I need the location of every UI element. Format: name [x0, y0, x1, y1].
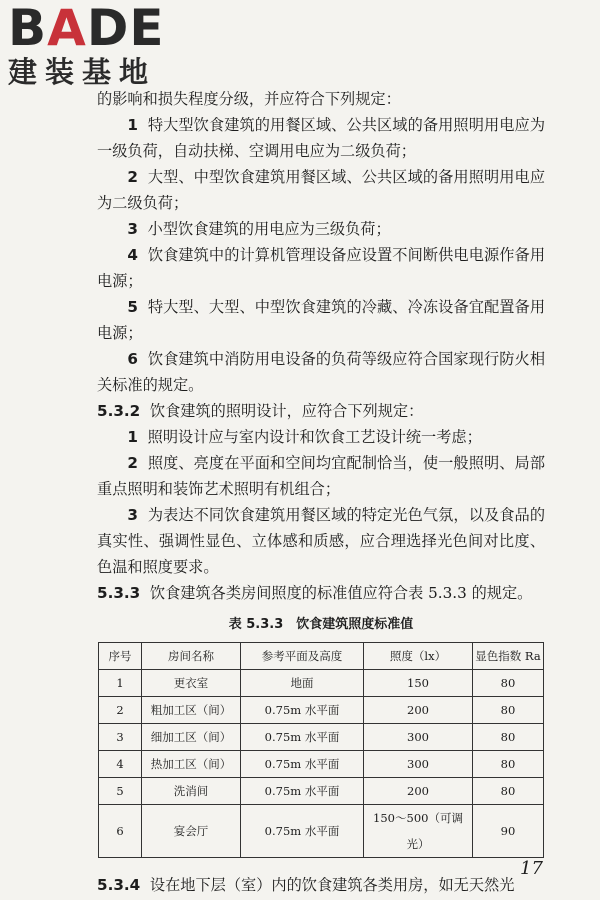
table-cell: 1 — [99, 670, 142, 697]
table-cell: 200 — [364, 778, 473, 805]
table-row — [99, 724, 544, 751]
page-content — [97, 86, 545, 898]
table-title: 表 5.3.3 饮食建筑照度标准值 — [228, 617, 414, 632]
table-cell: 更衣室 — [142, 670, 241, 697]
header-cell: 房间名称 — [142, 643, 241, 670]
list-item: 5 特大型、大型、中型饮食建筑的冷藏、冷冻设备宜配置备用电源； — [97, 298, 546, 342]
list-item: 3 小型饮食建筑的用电应为三级负荷； — [127, 220, 391, 238]
table-cell: 0.75m 水平面 — [241, 697, 364, 724]
table-row — [99, 751, 544, 778]
logo-subtitle: 建装基地 — [8, 55, 157, 89]
header-cell: 照度（lx） — [364, 643, 473, 670]
table-cell: 0.75m 水平面 — [241, 778, 364, 805]
table-cell: 90 — [473, 805, 544, 858]
logo — [8, 2, 165, 88]
list-item: 2 照度、亮度在平面和空间均宜配制恰当，使一般照明、局部重点照明和装饰艺术照明有机组合； — [97, 454, 546, 498]
table-cell: 150～500（可调光） — [364, 805, 473, 858]
header-cell: 显色指数 Ra — [473, 643, 544, 670]
table-row — [99, 805, 544, 858]
table-cell: 粗加工区（间） — [142, 697, 241, 724]
list-item: 3 为表达不同饮食建筑用餐区域的特定光色气氛，以及食品的真实性、强调性显色、立体感和质感，应合理选择光色间对比度、色温和照度要求。 — [97, 506, 546, 576]
table-cell: 80 — [473, 697, 544, 724]
table-cell: 0.75m 水平面 — [241, 805, 364, 858]
header-cell: 参考平面及高度 — [241, 643, 364, 670]
list-item: 2 大型、中型饮食建筑用餐区域、公共区域的备用照明用电应为二级负荷； — [97, 168, 546, 212]
table-cell: 洗消间 — [142, 778, 241, 805]
list-item: 1 照明设计应与室内设计和饮食工艺设计统一考虑； — [127, 428, 482, 446]
table-cell: 4 — [99, 751, 142, 778]
table-row — [99, 778, 544, 805]
table-cell: 5 — [99, 778, 142, 805]
clause-5-3-3: 5.3.3 饮食建筑各类房间照度的标准值应符合表 5.3.3 的规定。 — [97, 584, 533, 602]
table-cell: 0.75m 水平面 — [241, 724, 364, 751]
clause-5-3-4: 5.3.4 设在地下层（室）内的饮食建筑各类用房，如无天然光 — [97, 876, 515, 894]
table-header-row — [99, 643, 544, 670]
table-cell: 80 — [473, 670, 544, 697]
table-cell: 6 — [99, 805, 142, 858]
table-cell: 地面 — [241, 670, 364, 697]
table-cell: 热加工区（间） — [142, 751, 241, 778]
header-cell: 序号 — [99, 643, 142, 670]
table-cell: 80 — [473, 778, 544, 805]
list-item: 4 饮食建筑中的计算机管理设备应设置不间断供电电源作备用电源； — [97, 246, 546, 290]
table-row — [99, 697, 544, 724]
table-cell: 2 — [99, 697, 142, 724]
intro-text: 的影响和损失程度分级，并应符合下列规定： — [97, 90, 401, 108]
table-cell: 80 — [473, 724, 544, 751]
table-cell: 150 — [364, 670, 473, 697]
list-item: 1 特大型饮食建筑的用餐区域、公共区域的备用照明用电应为一级负荷，自动扶梯、空调用电应为二级负荷； — [97, 116, 546, 160]
table-cell: 0.75m 水平面 — [241, 751, 364, 778]
logo-brand: BADE — [8, 0, 165, 57]
table-cell: 300 — [364, 724, 473, 751]
table-cell: 3 — [99, 724, 142, 751]
list-item: 6 饮食建筑中消防用电设备的负荷等级应符合国家现行防火相关标准的规定。 — [97, 350, 546, 394]
clause-5-3-2: 5.3.2 饮食建筑的照明设计，应符合下列规定： — [97, 402, 424, 420]
table-cell: 宴会厅 — [142, 805, 241, 858]
table-cell: 80 — [473, 751, 544, 778]
illuminance-table — [98, 642, 544, 858]
table-cell: 300 — [364, 751, 473, 778]
table-row — [99, 670, 544, 697]
page-number: 17 — [520, 858, 543, 879]
table-cell: 200 — [364, 697, 473, 724]
table-cell: 细加工区（间） — [142, 724, 241, 751]
